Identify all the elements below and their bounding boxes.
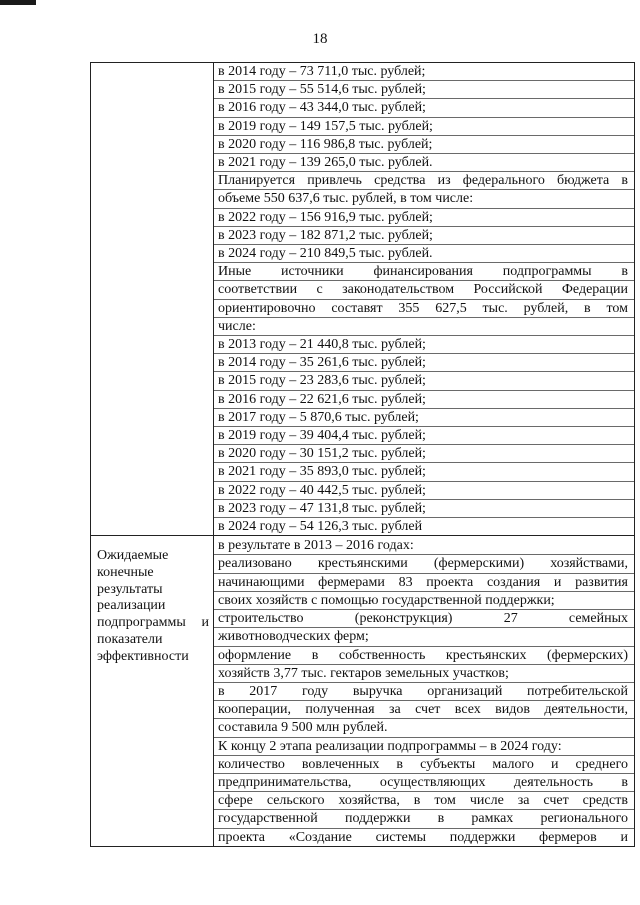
row-label-cell <box>91 536 214 846</box>
financing-line: в 2013 году – 21 440,8 тыс. рублей; <box>214 336 634 354</box>
results-line: в 2017 году выручка организаций потребительской <box>214 683 634 701</box>
financing-line: в 2022 году – 40 442,5 тыс. рублей; <box>214 482 634 500</box>
row-label-expected-results <box>91 536 213 665</box>
results-line: кооперации, полученная за счет всех видов деятельности, <box>214 701 634 719</box>
financing-line: в 2024 году – 210 849,5 тыс. рублей. <box>214 245 634 263</box>
program-passport-table <box>90 62 635 847</box>
financing-line: в 2021 году – 139 265,0 тыс. рублей. <box>214 154 634 172</box>
financing-line: в 2024 году – 54 126,3 тыс. рублей <box>218 519 423 535</box>
financing-line: в 2015 году – 23 283,6 тыс. рублей; <box>214 372 634 390</box>
results-line: количество вовлеченных в субъекты малого и среднего <box>214 756 634 774</box>
financing-line: в 2020 году – 30 151,2 тыс. рублей; <box>214 445 634 463</box>
results-line: предпринимательства, осуществляющих деятельность в <box>214 774 634 792</box>
row-label-line: эффективности <box>97 648 189 664</box>
page-number: 18 <box>312 31 328 47</box>
results-line: животноводческих ферм; <box>214 628 634 646</box>
results-line: в результате в 2013 – 2016 годах: <box>214 537 634 555</box>
results-line: хозяйств 3,77 тыс. гектаров земельных участков; <box>214 665 634 683</box>
results-line: сфере сельского хозяйства, в том числе за счет средств <box>214 792 634 810</box>
financing-line: числе: <box>214 318 634 336</box>
results-line: проекта «Создание системы поддержки фермеров и <box>218 829 628 845</box>
results-line: К концу 2 этапа реализации подпрограммы – в 2024 году: <box>214 738 634 756</box>
financing-line: в 2014 году – 35 261,6 тыс. рублей; <box>214 354 634 372</box>
results-line: начинающими фермерами 83 проекта создания и развития <box>214 574 634 592</box>
financing-line: Иные источники финансирования подпрограммы в <box>214 263 634 281</box>
financing-line: ориентировочно составят 355 627,5 тыс. рублей, в том <box>214 300 634 318</box>
financing-line: в 2017 году – 5 870,6 тыс. рублей; <box>214 409 634 427</box>
scan-artifact-mark <box>0 0 36 5</box>
results-line: своих хозяйств с помощью государственной поддержки; <box>214 592 634 610</box>
table-row-financing <box>91 63 635 536</box>
financing-line: соответствии с законодательством Российской Федерации <box>214 281 634 299</box>
row-label-line: реализации <box>97 598 166 614</box>
financing-line: в 2014 году – 73 711,0 тыс. рублей; <box>214 63 634 81</box>
results-line: составила 9 500 млн рублей. <box>214 719 634 737</box>
row-label-line: показатели <box>97 631 163 647</box>
results-line: государственной поддержки в рамках регионального <box>214 810 634 828</box>
financing-line: в 2020 году – 116 986,8 тыс. рублей; <box>214 136 634 154</box>
financing-line: в 2016 году – 22 621,6 тыс. рублей; <box>214 391 634 409</box>
financing-line: в 2023 году – 182 871,2 тыс. рублей; <box>214 227 634 245</box>
financing-details-cell <box>214 63 635 536</box>
table-row-expected-results <box>91 536 635 846</box>
row-label-line: Ожидаемые <box>97 548 169 564</box>
financing-line: в 2022 году – 156 916,9 тыс. рублей; <box>214 209 634 227</box>
financing-line: в 2019 году – 39 404,4 тыс. рублей; <box>214 427 634 445</box>
financing-line: в 2019 году – 149 157,5 тыс. рублей; <box>214 118 634 136</box>
row-label-cell-empty <box>91 63 214 536</box>
financing-line: в 2015 году – 55 514,6 тыс. рублей; <box>214 81 634 99</box>
results-line: реализовано крестьянскими (фермерскими) хозяйствами, <box>214 555 634 573</box>
expected-results-cell <box>214 536 635 846</box>
results-line: строительство (реконструкция) 27 семейных <box>214 610 634 628</box>
financing-line: в 2023 году – 47 131,8 тыс. рублей; <box>214 500 634 518</box>
financing-line: Планируется привлечь средства из федерального бюджета в <box>214 172 634 190</box>
financing-line: объеме 550 637,6 тыс. рублей, в том числе: <box>214 190 634 208</box>
row-label-line: конечные <box>97 564 154 580</box>
row-label-line: подпрограммы и <box>97 615 209 631</box>
financing-line: в 2016 году – 43 344,0 тыс. рублей; <box>214 99 634 117</box>
results-line: оформление в собственность крестьянских (фермерских) <box>214 647 634 665</box>
row-label-line: результаты <box>97 581 163 597</box>
financing-line: в 2021 году – 35 893,0 тыс. рублей; <box>214 463 634 481</box>
